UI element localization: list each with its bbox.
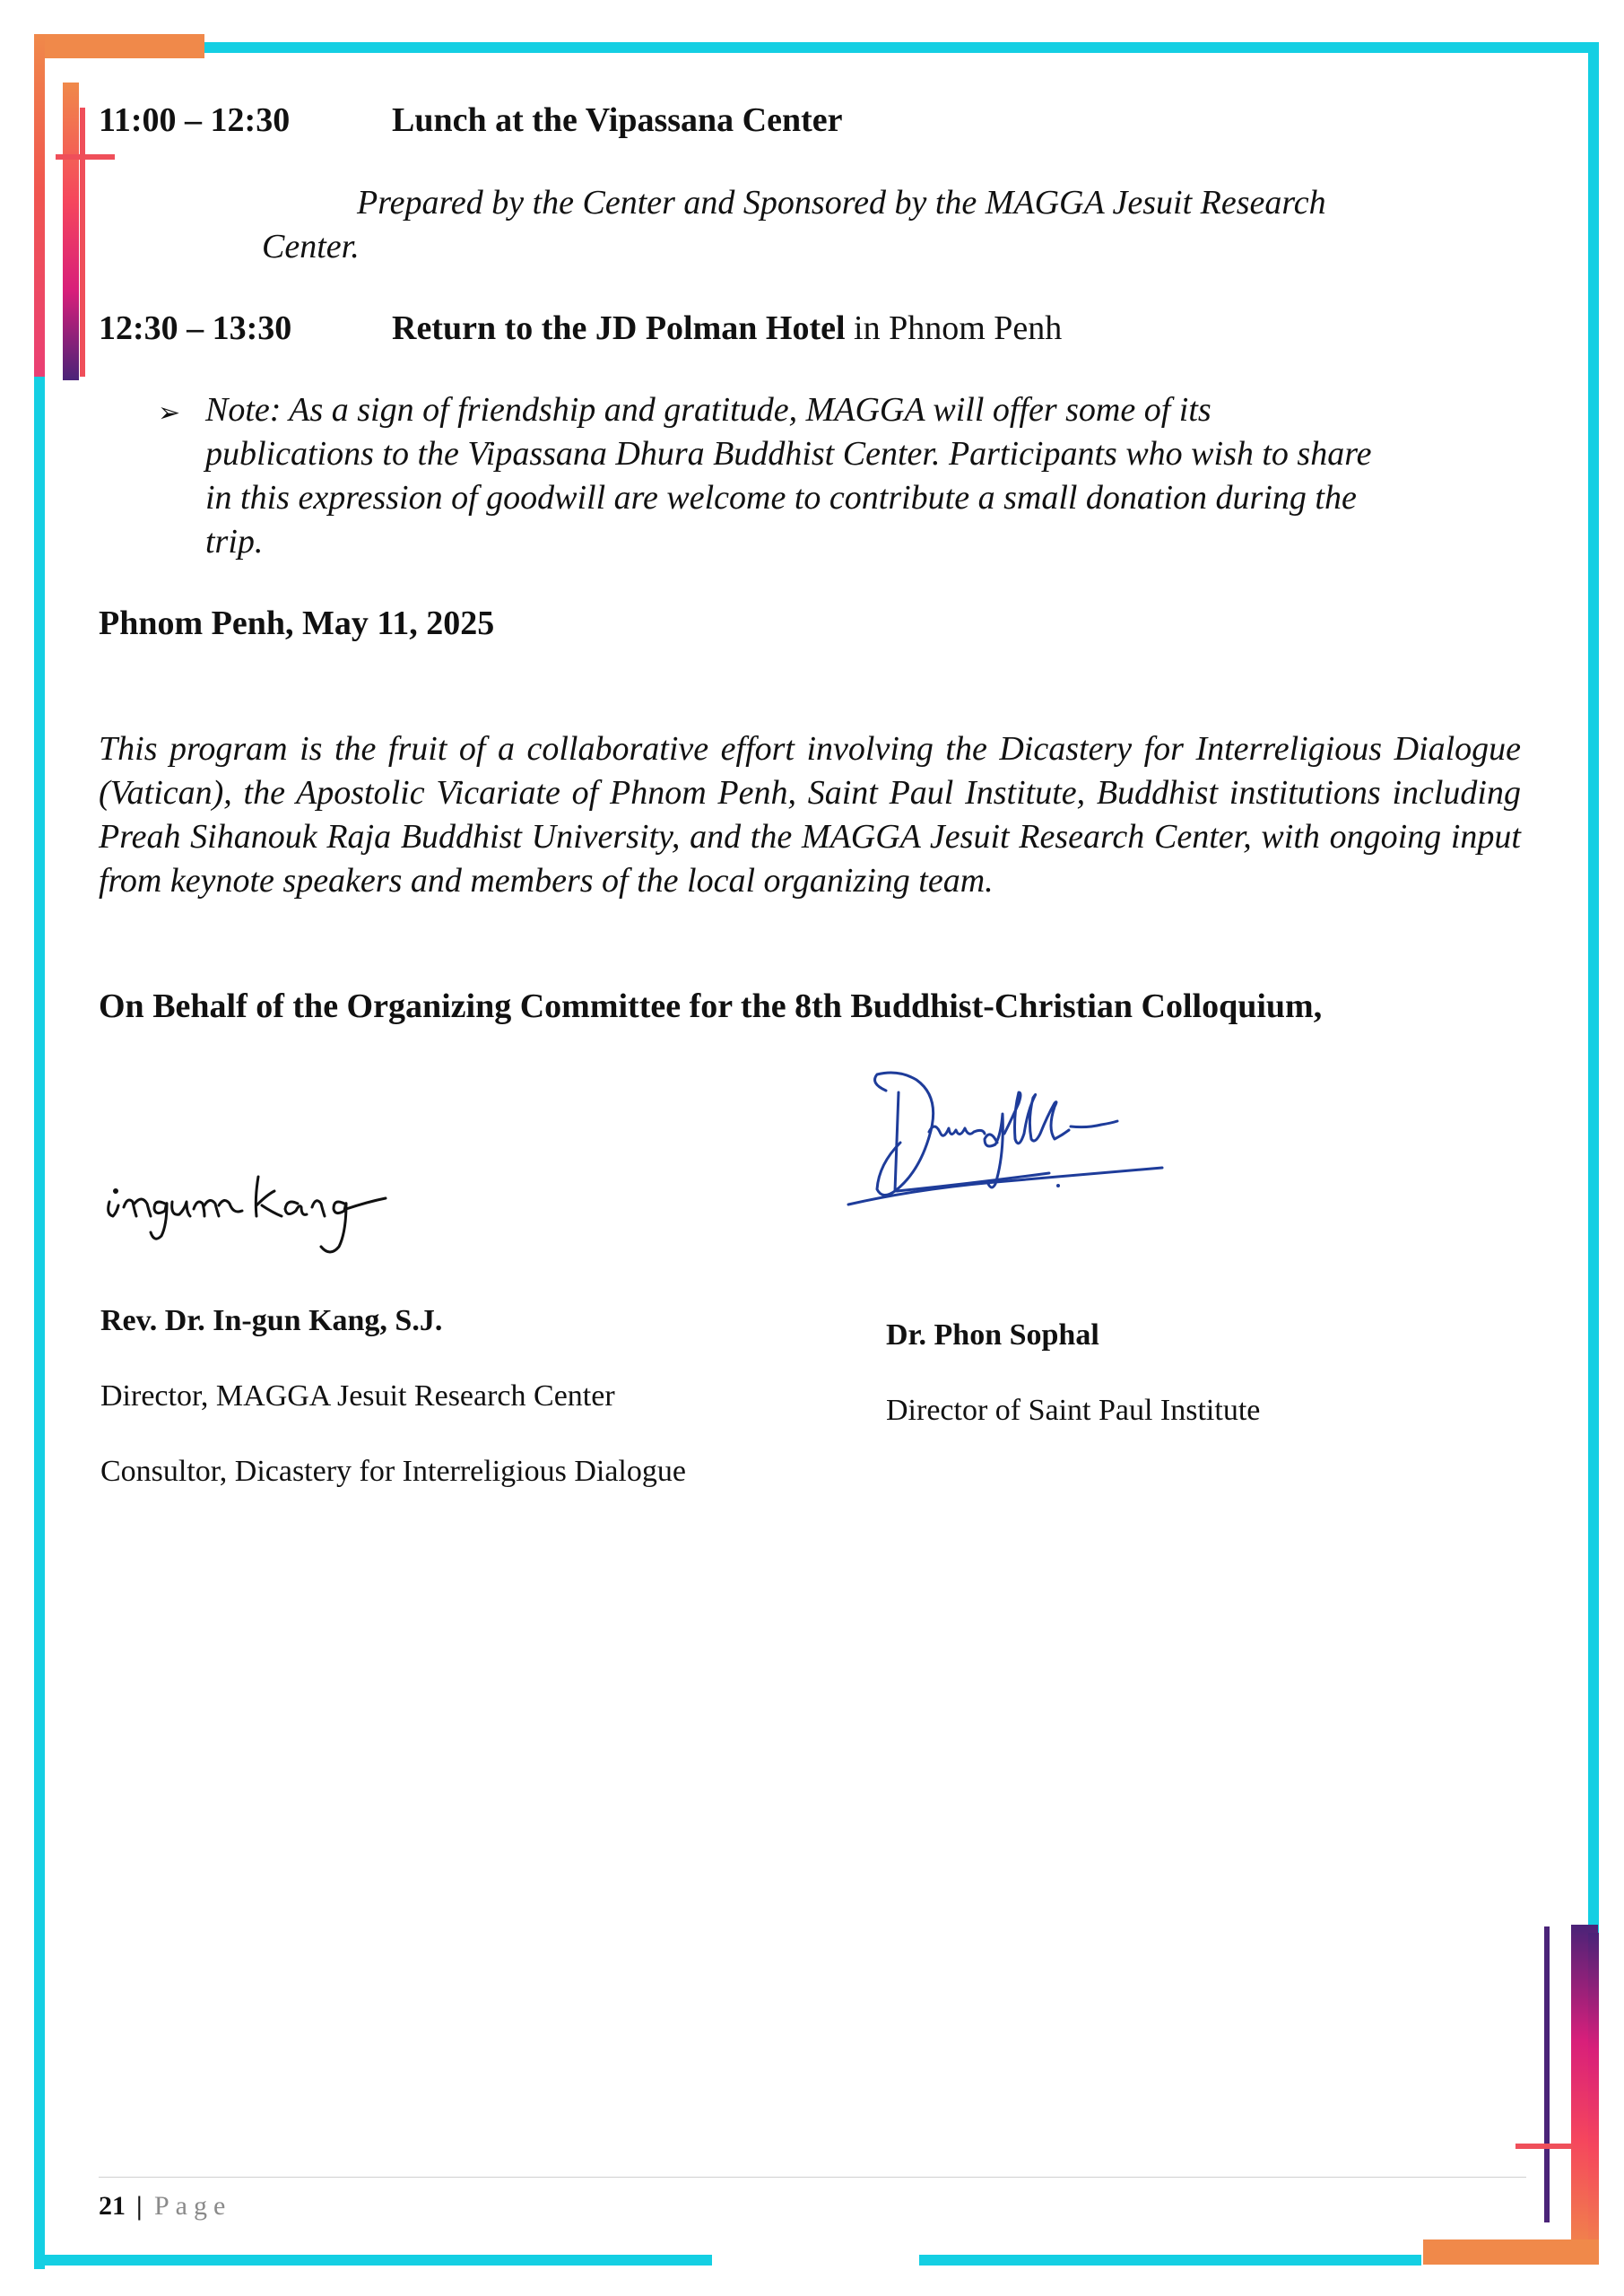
note-block (205, 388, 1371, 564)
schedule-time: 12:30 – 13:30 (99, 309, 292, 347)
schedule-title-rest: in Phnom Penh (845, 309, 1063, 347)
frame-top-border (197, 42, 1599, 53)
schedule-title: Lunch at the Vipassana Center (392, 101, 843, 139)
signatory-role: Consultor, Dicastery for Interreligious Dialogue (100, 1455, 686, 1488)
cross-accent-bottom-right-vertical (1544, 1926, 1550, 2222)
frame-left-border (34, 377, 45, 2269)
cross-accent-bottom-right-horizontal (1515, 2144, 1573, 2149)
closing-paragraph: This program is the fruit of a collaborative effort involving the Dicastery for Interreligious Dialogue (Vatican), the Apostolic Vicariate of Phnom Penh, Saint Paul Institute, Buddhist institutions including Preah Sihanouk Raja Buddhist University, and the MAGGA Jesuit Research Center, with ongoing input from keynote speakers and members of the local organizing team. (99, 730, 1521, 900)
schedule-title-bold: Return to the JD Polman Hotel (392, 309, 846, 347)
schedule-time: 11:00 – 12:30 (99, 101, 291, 139)
arrow-bullet-icon: ➢ (158, 398, 181, 428)
corner-accent-top-left (34, 34, 204, 58)
page-number: 21 (99, 2191, 126, 2221)
signatory-role: Director of Saint Paul Institute (886, 1394, 1261, 1427)
cross-accent-top-left-vertical (80, 108, 85, 377)
signatory-name: Rev. Dr. In-gun Kang, S.J. (100, 1304, 443, 1337)
frame-bottom-border-right (919, 2255, 1421, 2266)
note-line: publications to the Vipassana Dhura Buddhist Center. Participants who wish to share (205, 435, 1372, 473)
signature-phon-sophal (843, 1057, 1184, 1213)
note-line: trip. (205, 523, 264, 561)
corner-accent-bottom-right (1423, 2239, 1599, 2265)
corner-accent-top-left-vertical (34, 34, 45, 377)
schedule-detail: Prepared by the Center and Sponsored by the MAGGA Jesuit Research (357, 184, 1326, 222)
frame-right-border (1588, 42, 1599, 1935)
signatory-name: Dr. Phon Sophal (886, 1318, 1099, 1352)
gradient-bar-top-left (63, 83, 79, 380)
signatory-role: Director, MAGGA Jesuit Research Center (100, 1379, 615, 1413)
footer-divider (99, 2177, 1526, 2178)
signature-in-gun-kang (99, 1139, 404, 1265)
page-separator: | (136, 2191, 143, 2221)
signature-in-gun-kang-text: ingun kang (99, 1139, 103, 1140)
schedule-title (392, 307, 1062, 351)
frame-bottom-border-left (34, 2255, 712, 2266)
on-behalf-line: On Behalf of the Organizing Committee for the 8th Buddhist-Christian Colloquium, (99, 987, 1323, 1025)
page-label: Page (154, 2191, 232, 2221)
schedule-detail-continued: Center. (262, 228, 360, 265)
note-line: Note: As a sign of friendship and gratitude, MAGGA will offer some of its (205, 391, 1211, 429)
corner-accent-bottom-right-vertical (1588, 1933, 1599, 2265)
cross-accent-top-left-horizontal (56, 154, 115, 160)
note-line: in this expression of goodwill are welcome to contribute a small donation during the (205, 479, 1357, 517)
place-date: Phnom Penh, May 11, 2025 (99, 604, 495, 642)
